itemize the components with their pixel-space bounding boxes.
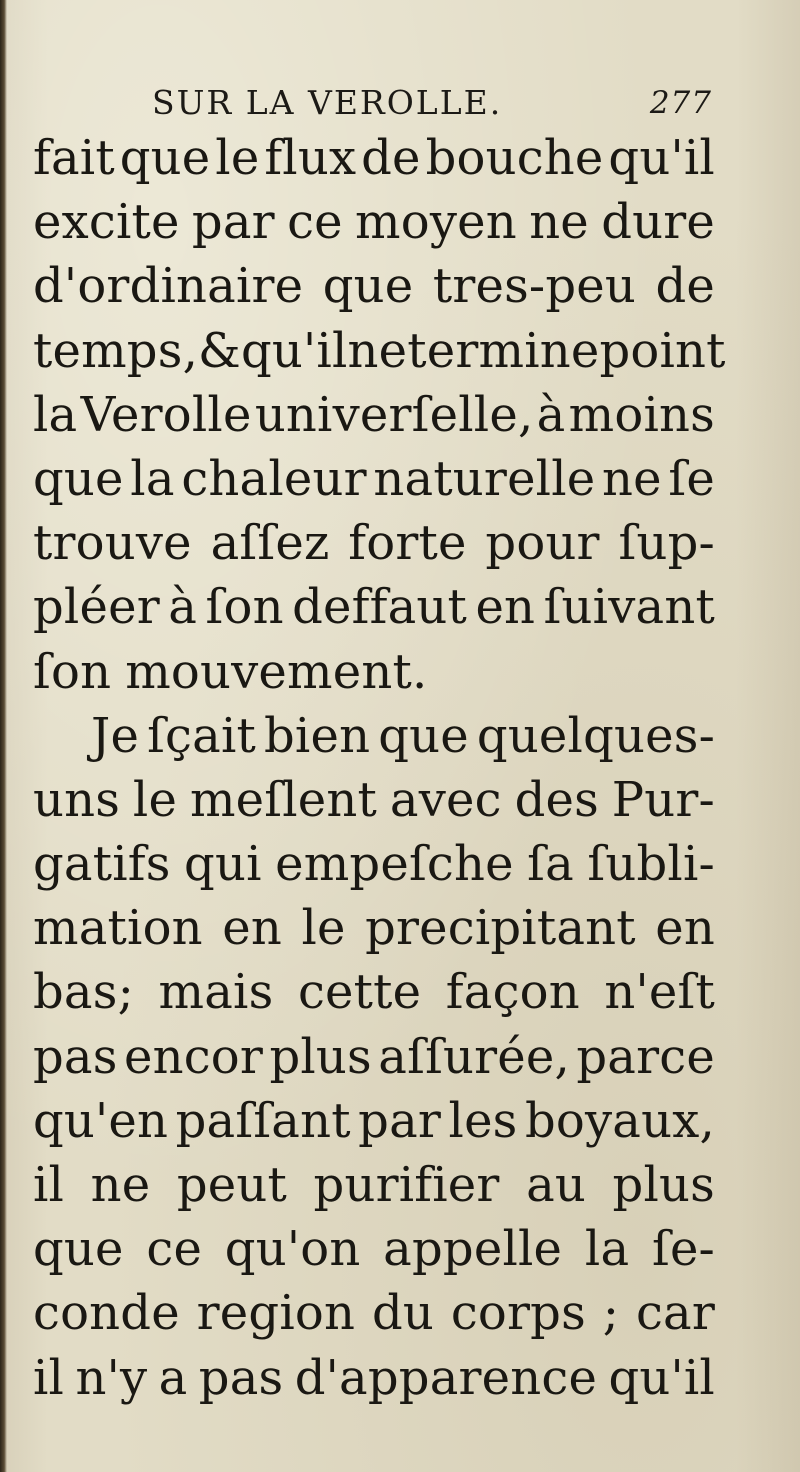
word: par <box>191 194 275 251</box>
word: la <box>584 1221 630 1278</box>
word: termine <box>407 322 600 379</box>
word: meſlent <box>189 771 378 828</box>
word: en <box>655 900 715 957</box>
word: region <box>196 1285 356 1342</box>
body-text <box>33 126 726 1410</box>
page-gutter-shadow <box>0 0 7 1472</box>
word: plus <box>269 1028 372 1085</box>
word: bien <box>264 707 371 764</box>
word: de <box>361 130 421 186</box>
word: que <box>33 1221 124 1278</box>
text-line <box>33 832 715 896</box>
word: encor <box>123 1028 264 1085</box>
word: forte <box>348 515 467 572</box>
word: des <box>514 771 599 828</box>
word: boyaux, <box>524 1092 715 1149</box>
running-head: SUR LA VEROLLE. <box>152 83 503 122</box>
word: au <box>526 1157 586 1213</box>
text-line <box>33 768 715 832</box>
word: temps,& <box>33 322 241 379</box>
word: flux <box>264 130 357 186</box>
word: de <box>655 258 715 315</box>
word: ſe- <box>651 1221 715 1278</box>
word: paſſant <box>175 1092 351 1149</box>
word: il <box>33 1349 65 1406</box>
word: gatifs <box>33 836 171 893</box>
word: le <box>301 900 346 957</box>
word: d'apparence <box>294 1349 598 1406</box>
word: la <box>33 386 78 443</box>
word: ; <box>602 1285 620 1342</box>
word: le <box>132 771 178 828</box>
word: ne <box>90 1157 151 1213</box>
text-line <box>33 640 715 704</box>
word: ſçait <box>147 707 256 764</box>
word: car <box>635 1285 715 1342</box>
text-line <box>33 1346 715 1410</box>
word: aſſurée, <box>378 1028 570 1085</box>
word: n'eſt <box>604 964 715 1021</box>
word: ſup- <box>618 515 715 572</box>
word: avec <box>389 771 502 828</box>
word: pléer <box>33 579 160 636</box>
word: ce <box>146 1221 203 1278</box>
text-line <box>33 1025 715 1089</box>
word: qui <box>184 836 262 893</box>
word: point <box>599 322 726 379</box>
word: la <box>130 450 175 507</box>
text-line <box>33 1153 715 1217</box>
word: il <box>33 1157 65 1213</box>
word: pas <box>33 1028 118 1085</box>
word: en <box>222 900 282 957</box>
text-line <box>33 190 715 254</box>
word: moins <box>568 386 715 443</box>
word: tres-peu <box>432 258 636 315</box>
word: fait <box>33 130 115 186</box>
word: ſon <box>33 643 112 700</box>
word: trouve <box>33 515 192 572</box>
word: n'y <box>75 1349 148 1406</box>
word: les <box>448 1092 518 1149</box>
word: ne <box>602 450 662 507</box>
word: ſuivant <box>543 579 715 636</box>
word: ne <box>529 194 589 251</box>
word: mouvement. <box>125 643 428 700</box>
word: Je <box>91 707 140 764</box>
word: a <box>158 1349 188 1406</box>
word: univerſelle, <box>254 386 534 443</box>
text-line <box>33 575 715 639</box>
word: mais <box>158 964 274 1021</box>
word: pas <box>198 1349 284 1406</box>
word: qu'on <box>224 1221 361 1278</box>
word: quelques- <box>476 707 715 764</box>
text-line <box>33 447 715 511</box>
word: uns <box>33 771 121 828</box>
word: que <box>322 258 414 315</box>
word: façon <box>445 964 580 1021</box>
text-line <box>33 511 715 575</box>
text-line <box>33 960 715 1024</box>
word: mation <box>33 900 203 957</box>
word: parce <box>576 1028 715 1085</box>
word: ſon <box>205 579 284 636</box>
word: en <box>475 579 536 636</box>
word: chaleur <box>181 450 367 507</box>
text-line <box>33 1281 715 1345</box>
word: que <box>378 707 469 764</box>
word: du <box>371 1285 434 1342</box>
word: ſe <box>668 450 715 507</box>
word: dure <box>601 194 715 251</box>
text-line <box>33 254 715 318</box>
word: moyen <box>355 194 517 251</box>
word: naturelle <box>373 450 596 507</box>
word: ne <box>347 322 408 379</box>
word: par <box>358 1092 442 1149</box>
word: precipitant <box>365 900 636 957</box>
page-number: 277 <box>649 85 712 121</box>
word: d'ordinaire <box>33 258 304 315</box>
word: cette <box>297 964 422 1021</box>
word: deffaut <box>292 579 468 636</box>
word: Verolle <box>80 386 252 443</box>
text-line <box>33 704 715 768</box>
word: qu'en <box>33 1092 169 1149</box>
word: que <box>119 130 211 186</box>
word: bouche <box>425 130 604 186</box>
word: qu'il <box>240 322 348 379</box>
word: empeſche <box>275 836 514 893</box>
text-line <box>33 1217 715 1281</box>
text-line <box>33 126 715 190</box>
word: ſa <box>527 836 574 893</box>
text-line <box>33 383 715 447</box>
word: aſſez <box>210 515 330 572</box>
word: plus <box>612 1157 715 1213</box>
word: le <box>215 130 260 186</box>
word: qu'il <box>608 130 715 186</box>
text-line <box>33 896 715 960</box>
word: corps <box>450 1285 586 1342</box>
word: ce <box>287 194 343 251</box>
word: bas; <box>33 964 134 1021</box>
word: à <box>536 386 566 443</box>
word: peut <box>176 1157 288 1213</box>
word: pour <box>485 515 600 572</box>
word: purifier <box>313 1157 500 1213</box>
text-line <box>33 319 726 383</box>
page-header <box>152 83 712 131</box>
word: appelle <box>383 1221 563 1278</box>
word: conde <box>33 1285 180 1342</box>
word: ſubli- <box>587 836 715 893</box>
word: que <box>33 450 124 507</box>
word: qu'il <box>608 1349 715 1406</box>
word: Pur- <box>611 771 715 828</box>
word: à <box>168 579 198 636</box>
text-line <box>33 1089 715 1153</box>
word: excite <box>33 194 180 251</box>
